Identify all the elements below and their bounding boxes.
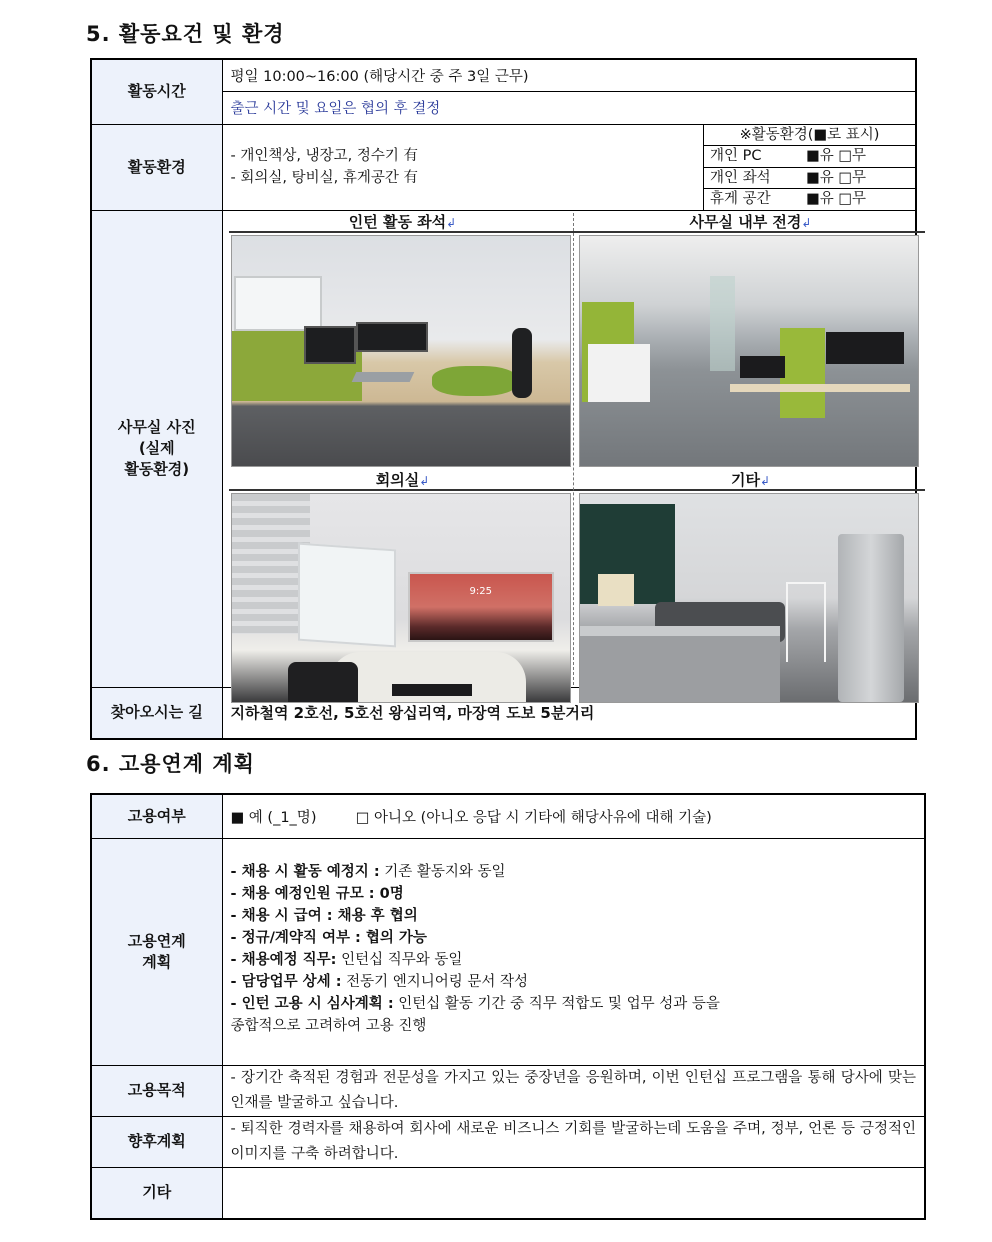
plan-item-value: 전동기 엔지니어링 문서 작성 <box>341 973 529 990</box>
box-shape <box>598 574 634 606</box>
monitor-shape <box>826 332 904 364</box>
checklist-item-name: 개인 좌석 <box>710 169 771 186</box>
plan-item <box>231 883 925 905</box>
env-item: - 개인책상, 냉장고, 정수기 有 <box>230 147 418 164</box>
office-photo-icon <box>579 235 919 467</box>
activity-env-content <box>223 125 916 210</box>
plan-item-key: - 채용 예정인원 규모 : 0명 <box>230 885 404 902</box>
caption-text: 기타 <box>730 470 760 489</box>
activity-time-hours: 평일 10:00~16:00 (해당시간 중 주 3일 근무) <box>222 59 916 91</box>
section-6-title: 6. 고용연계 계획 <box>86 752 255 776</box>
photo-caption <box>577 469 925 491</box>
caption-text: 인턴 활동 좌석 <box>348 212 447 231</box>
plan-label <box>91 838 222 1065</box>
env-checklist-row <box>704 188 915 210</box>
whiteboard-shape <box>298 542 396 647</box>
env-checklist-header: ※활동환경(■로 표시) <box>739 126 880 143</box>
plan-continuation: 종합적으로 고려하여 고용 진행 <box>230 1017 427 1034</box>
directions-label: 찾아오시는 길 <box>91 687 222 739</box>
return-mark-icon: ↲ <box>419 473 430 488</box>
caption-text: 회의실 <box>375 470 420 489</box>
future-plan-text: - 퇴직한 경력자를 채용하여 회사에 새로운 비즈니스 기회를 발굴하는데 도움을 주며, 정부, 언론 등 긍정적인 이미지를 구축 하려합니다. <box>222 1116 925 1167</box>
activity-time-label: 활동시간 <box>91 59 222 124</box>
label-line: 활동환경) <box>124 460 190 478</box>
env-checklist <box>703 125 915 210</box>
plan-item-key: - 인턴 고용 시 심사계획 : <box>230 995 394 1012</box>
env-checklist-row <box>704 167 915 189</box>
meeting-room-photo-icon <box>231 493 571 703</box>
counter-shape <box>580 626 780 703</box>
plan-item-value: 인턴십 활동 기간 중 직무 적합도 및 업무 성과 등을 <box>393 995 720 1012</box>
laptop-shape <box>351 372 414 382</box>
plan-item-key: - 채용 시 급여 : 채용 후 협의 <box>230 907 418 924</box>
monitor-shape <box>304 326 356 364</box>
plan-item <box>231 993 925 1015</box>
directions-text: 지하철역 2호선, 5호선 왕십리역, 마장역 도보 5분거리 <box>222 687 916 739</box>
refrigerator-shape <box>838 534 904 702</box>
employment-plan-table <box>90 793 926 1220</box>
checklist-item-name: 개인 PC <box>710 148 762 164</box>
plan-item-key: - 채용예정 직무: <box>230 951 337 968</box>
checklist-item-value: ■유 □무 <box>806 148 867 164</box>
etc-text <box>222 1167 925 1219</box>
label-line: 계획 <box>142 952 172 971</box>
plan-item <box>231 949 925 971</box>
desk-photo-icon <box>231 235 571 467</box>
monitor-shape <box>356 322 428 352</box>
employment-label: 고용여부 <box>91 794 222 838</box>
glass-door-shape <box>710 276 735 371</box>
employment-no-checkbox[interactable]: □ 아니오 (아니오 응답 시 기타에 해당사유에 대해 기술) <box>355 809 712 826</box>
coat-rack-shape <box>786 582 826 662</box>
section-5-title: 5. 활동요건 및 환경 <box>86 22 285 46</box>
office-photos-label <box>91 210 222 687</box>
chair-back-shape <box>512 328 532 398</box>
return-mark-icon: ↲ <box>759 473 771 488</box>
label-line: 고용연계 <box>127 931 186 950</box>
caption-text: 사무실 내부 전경 <box>689 212 802 231</box>
plan-item <box>231 927 925 949</box>
monitor-shape <box>740 356 785 378</box>
plan-item <box>231 861 925 883</box>
activity-env-label: 활동환경 <box>91 124 222 210</box>
checklist-item-name: 휴게 공간 <box>710 191 771 207</box>
plan-item <box>231 971 925 993</box>
env-checklist-row <box>704 145 915 167</box>
photo-caption <box>577 211 925 233</box>
chair-seat-shape <box>432 366 517 396</box>
plan-content <box>222 838 925 1065</box>
keyboard-shape <box>392 684 472 696</box>
checklist-item-value: ■유 □무 <box>806 191 867 207</box>
cabinet-shape <box>588 344 650 402</box>
plan-item <box>231 905 925 927</box>
checklist-item-value: ■유 □무 <box>806 169 867 186</box>
etc-label: 기타 <box>91 1167 222 1219</box>
activity-env-list <box>223 125 704 210</box>
activity-time-note: 출근 시간 및 요일은 협의 후 결정 <box>222 91 916 124</box>
office-photo-grid <box>223 211 916 687</box>
employment-yes-checkbox[interactable]: ■ 예 (_1_명) <box>230 809 317 826</box>
return-mark-icon: ↲ <box>446 215 457 230</box>
purpose-text: - 장기간 축적된 경험과 전문성을 가지고 있는 중장년을 응원하며, 이번 인턴십 프로그램을 통해 당사에 맞는 인재를 발굴하고 싶습니다. <box>222 1065 925 1116</box>
return-mark-icon: ↲ <box>801 215 812 230</box>
activity-requirements-table <box>90 58 917 740</box>
plan-item-key: - 정규/계약직 여부 : 협의 가능 <box>230 929 427 946</box>
purpose-label: 고용목적 <box>91 1065 222 1116</box>
partition-shape <box>780 328 825 418</box>
label-line: (실제 <box>138 439 175 457</box>
future-plan-label: 향후계획 <box>91 1116 222 1167</box>
chair-shape <box>288 662 358 703</box>
tv-clock: 9:25 <box>469 585 492 597</box>
employment-options <box>222 794 925 838</box>
lounge-photo-icon <box>579 493 919 703</box>
env-item: - 회의실, 탕비실, 휴게공간 有 <box>230 169 418 186</box>
photo-caption <box>229 211 577 233</box>
plan-item-value: 인턴십 직무와 동일 <box>336 951 463 968</box>
plan-item-key: - 채용 시 활동 예정지 : <box>230 863 380 880</box>
tv-screen-shape <box>408 572 554 642</box>
plan-item-value: 기존 활동지와 동일 <box>379 863 506 880</box>
label-line: 사무실 사진 <box>117 418 196 436</box>
desk-shape <box>730 384 910 392</box>
whiteboard-shape <box>234 276 322 331</box>
plan-item-key: - 담당업무 상세 : <box>230 973 342 990</box>
photo-caption <box>229 469 577 491</box>
photo-divider <box>573 213 574 685</box>
